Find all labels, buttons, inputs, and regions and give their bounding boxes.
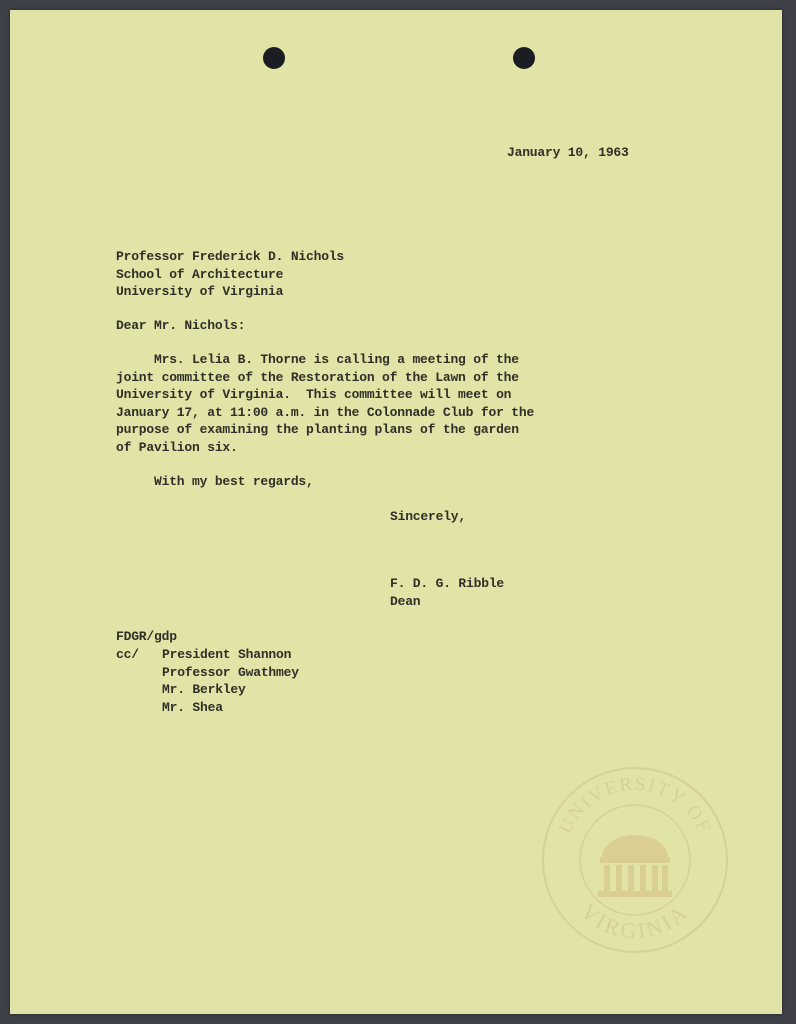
body-line: joint committee of the Restoration of the Lawn of the (116, 369, 519, 385)
cc-recipient: Mr. Shea (162, 699, 223, 715)
typist-initials: FDGR/gdp (116, 629, 177, 644)
cc-recipient: Mr. Berkley (162, 682, 246, 698)
recipient-address (116, 248, 344, 301)
cc-recipient: President Shannon (162, 647, 292, 662)
punch-hole-left (263, 47, 285, 69)
letter-date: January 10, 1963 (507, 145, 629, 160)
recipient-name: Professor Frederick D. Nichols (116, 249, 345, 264)
closing: Sincerely, (390, 509, 467, 524)
seal-top-text: UNIVERSITY OF (555, 773, 716, 838)
rotunda-icon (598, 835, 672, 897)
body-line: January 17, at 11:00 a.m. in the Colonnade Club for the (116, 404, 535, 420)
body-line: Mrs. Lelia B. Thorne is calling a meeting of the (116, 352, 519, 367)
signer-title: Dean (390, 593, 421, 609)
seal-bottom-text: VIRGINIA (576, 898, 694, 944)
signer-name: F. D. G. Ribble (390, 576, 505, 591)
cc-list (162, 646, 299, 716)
signature-block (390, 575, 504, 610)
university-seal-watermark (540, 765, 730, 955)
body-line: of Pavilion six. (116, 439, 238, 455)
cc-label: cc/ (116, 647, 139, 662)
body-line: purpose of examining the planting plans of the garden (116, 422, 519, 438)
svg-text:VIRGINIA (576, 899, 693, 944)
letter-page (10, 10, 782, 1014)
recipient-institution: University of Virginia (116, 284, 284, 300)
regards-line: With my best regards, (116, 474, 314, 489)
salutation: Dear Mr. Nichols: (116, 318, 246, 333)
recipient-department: School of Architecture (116, 266, 284, 282)
body-line: University of Virginia. This committee will meet on (116, 387, 512, 403)
cc-recipient: Professor Gwathmey (162, 664, 299, 680)
letter-body (116, 351, 534, 457)
punch-hole-right (513, 47, 535, 69)
